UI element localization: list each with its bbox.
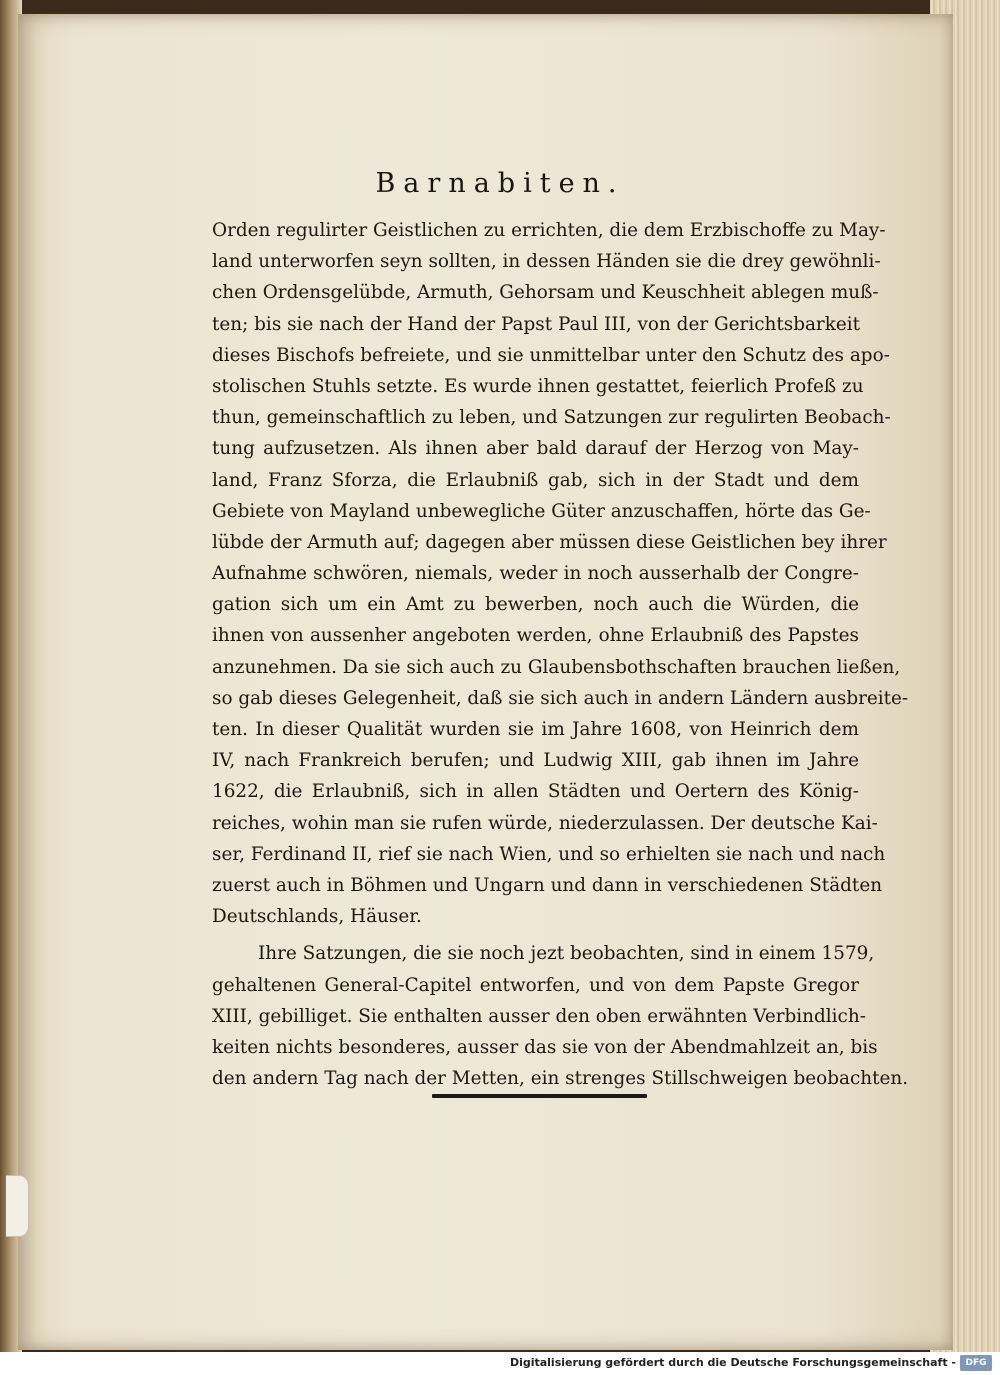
text-line: gation sich um ein Amt zu bewerben, noch auch die Würden, die — [212, 594, 859, 616]
body-text — [212, 215, 909, 1094]
text-line: zuerst auch in Böhmen und Ungarn und dann in verschiedenen Städten — [212, 874, 883, 896]
text-line: 1622, die Erlaubniß, sich in allen Städten und Oertern des König- — [212, 781, 859, 803]
text-line: ten. In dieser Qualität wurden sie im Jahre 1608, von Heinrich dem — [212, 719, 859, 740]
text-line: tung aufzusetzen. Als ihnen aber bald darauf der Herzog von May- — [212, 438, 859, 460]
dfg-logo: DFG — [960, 1355, 992, 1371]
paragraph-2 — [212, 938, 909, 1094]
text-line: IV, nach Frankreich berufen; und Ludwig XIII, gab ihnen im Jahre — [212, 750, 859, 772]
text-line: Deutschlands, Häuser. — [212, 906, 422, 928]
text-line: land unterworfen seyn sollten, in dessen Händen sie die drey gewöhnli- — [212, 251, 881, 273]
footer-credit: Digitalisierung gefördert durch die Deutsche Forschungsgemeinschaft - — [509, 1356, 956, 1369]
text-line: keiten nichts besonderes, ausser das sie von der Abendmahlzeit an, bis — [212, 1036, 878, 1058]
text-line: lübde der Armuth auf; dagegen aber müssen diese Geistlichen bey ihrer — [212, 531, 887, 553]
footer-bar — [0, 1352, 1000, 1375]
text-line: ser, Ferdinand II, rief sie nach Wien, und so erhielten sie nach und nach — [212, 843, 886, 865]
paper-clip-mark — [6, 1175, 29, 1237]
text-line: reiches, wohin man sie rufen würde, niederzulassen. Der deutsche Kai- — [212, 812, 878, 834]
text-line: stolischen Stuhls setzte. Es wurde ihnen gestattet, feierlich Profeß zu — [212, 375, 864, 397]
text-line: thun, gemeinschaftlich zu leben, und Satzungen zur regulirten Beobach- — [212, 407, 891, 429]
text-line: Gebiete von Mayland unbewegliche Güter anzuschaffen, hörte das Ge- — [212, 500, 871, 522]
text-line: ihnen von aussenher angeboten werden, ohne Erlaubniß des Papstes — [212, 625, 859, 647]
text-line: Ihre Satzungen, die sie noch jezt beobachten, sind in einem 1579, — [258, 943, 875, 965]
text-line: ten; bis sie nach der Hand der Papst Paul III, von der Gerichtsbarkeit — [212, 313, 861, 335]
text-line: den andern Tag nach der Metten, ein strenges Stillschweigen beobachten. — [212, 1068, 909, 1090]
text-line: so gab dieses Gelegenheit, daß sie sich auch in andern Ländern ausbreite- — [212, 687, 909, 709]
text-line: gehaltenen General-Capitel entworfen, und von dem Papste Gregor — [212, 974, 859, 996]
end-rule — [432, 1094, 647, 1098]
text-line: Orden regulirter Geistlichen zu errichten, die dem Erzbischoffe zu May- — [212, 220, 886, 241]
text-line: dieses Bischofs befreiete, und sie unmittelbar unter den Schutz des apo- — [212, 344, 890, 366]
page-title: Barnabiten. — [375, 168, 625, 199]
text-line: land, Franz Sforza, die Erlaubniß gab, sich in der Stadt und dem — [212, 469, 859, 491]
text-line: anzunehmen. Da sie sich auch zu Glaubensbothschaften brauchen ließen, — [212, 656, 901, 678]
text-line: chen Ordensgelübde, Armuth, Gehorsam und Keuschheit ablegen muß- — [212, 282, 879, 304]
text-line: XIII, gebilliget. Sie enthalten ausser den oben erwähnten Verbindlich- — [212, 1005, 866, 1027]
paragraph-1 — [212, 215, 909, 932]
text-line: Aufnahme schwören, niemals, weder in noch ausserhalb der Congre- — [212, 563, 859, 585]
